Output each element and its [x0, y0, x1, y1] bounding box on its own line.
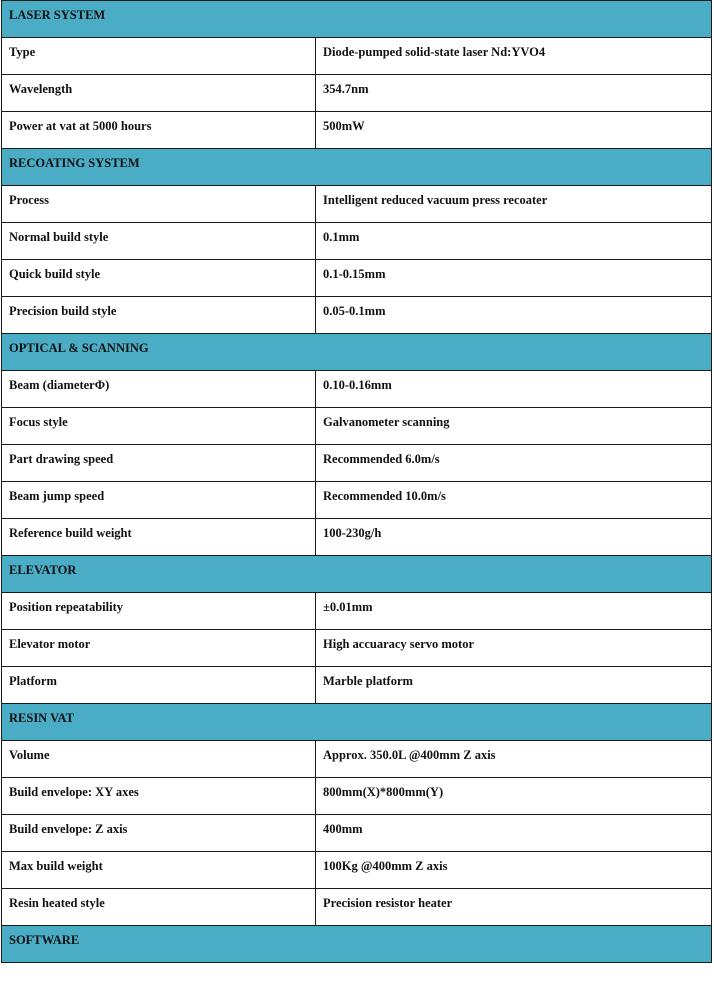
spec-value: ±0.01mm	[316, 593, 712, 630]
spec-row	[2, 38, 712, 75]
section-title: OPTICAL & SCANNING	[2, 334, 712, 371]
spec-label: Resin heated style	[2, 889, 316, 926]
specifications-table	[1, 0, 712, 963]
spec-value: 100Kg @400mm Z axis	[316, 852, 712, 889]
spec-row	[2, 741, 712, 778]
spec-value: Marble platform	[316, 667, 712, 704]
spec-row	[2, 815, 712, 852]
spec-row	[2, 297, 712, 334]
spec-label: Process	[2, 186, 316, 223]
spec-value: 0.10-0.16mm	[316, 371, 712, 408]
section-header-software	[2, 926, 712, 963]
spec-row	[2, 260, 712, 297]
spec-value: Diode-pumped solid-state laser Nd:YVO4	[316, 38, 712, 75]
spec-value: 354.7nm	[316, 75, 712, 112]
spec-label: Focus style	[2, 408, 316, 445]
spec-value: 400mm	[316, 815, 712, 852]
spec-row	[2, 889, 712, 926]
spec-row	[2, 482, 712, 519]
spec-label: Volume	[2, 741, 316, 778]
spec-label: Elevator motor	[2, 630, 316, 667]
spec-value: Precision resistor heater	[316, 889, 712, 926]
section-header-optical-scanning	[2, 334, 712, 371]
spec-label: Normal build style	[2, 223, 316, 260]
spec-row	[2, 667, 712, 704]
spec-value: 0.1mm	[316, 223, 712, 260]
spec-label: Reference build weight	[2, 519, 316, 556]
spec-row	[2, 371, 712, 408]
spec-value: Galvanometer scanning	[316, 408, 712, 445]
spec-label: Part drawing speed	[2, 445, 316, 482]
spec-value: Recommended 6.0m/s	[316, 445, 712, 482]
spec-label: Build envelope: Z axis	[2, 815, 316, 852]
spec-row	[2, 852, 712, 889]
section-title: LASER SYSTEM	[2, 1, 712, 38]
spec-row	[2, 112, 712, 149]
spec-label: Wavelength	[2, 75, 316, 112]
spec-row	[2, 519, 712, 556]
spec-row	[2, 75, 712, 112]
spec-label: Quick build style	[2, 260, 316, 297]
spec-row	[2, 630, 712, 667]
spec-label: Platform	[2, 667, 316, 704]
section-header-laser-system	[2, 1, 712, 38]
spec-value: High accuaracy servo motor	[316, 630, 712, 667]
spec-value: Approx. 350.0L @400mm Z axis	[316, 741, 712, 778]
spec-row	[2, 778, 712, 815]
spec-value: 500mW	[316, 112, 712, 149]
spec-value: 800mm(X)*800mm(Y)	[316, 778, 712, 815]
section-title: ELEVATOR	[2, 556, 712, 593]
spec-label: Beam jump speed	[2, 482, 316, 519]
spec-label: Type	[2, 38, 316, 75]
section-title: RESIN VAT	[2, 704, 712, 741]
section-header-recoating-system	[2, 149, 712, 186]
spec-value: 100-230g/h	[316, 519, 712, 556]
spec-row	[2, 408, 712, 445]
spec-row	[2, 593, 712, 630]
section-header-elevator	[2, 556, 712, 593]
spec-label: Precision build style	[2, 297, 316, 334]
spec-row	[2, 186, 712, 223]
spec-label: Position repeatability	[2, 593, 316, 630]
spec-label: Beam (diameterΦ)	[2, 371, 316, 408]
spec-label: Build envelope: XY axes	[2, 778, 316, 815]
spec-value: Intelligent reduced vacuum press recoater	[316, 186, 712, 223]
spec-value: Recommended 10.0m/s	[316, 482, 712, 519]
spec-value: 0.1-0.15mm	[316, 260, 712, 297]
spec-row	[2, 223, 712, 260]
section-title: RECOATING SYSTEM	[2, 149, 712, 186]
specifications-table-body	[2, 1, 712, 963]
section-header-resin-vat	[2, 704, 712, 741]
spec-value: 0.05-0.1mm	[316, 297, 712, 334]
section-title: SOFTWARE	[2, 926, 712, 963]
spec-label: Power at vat at 5000 hours	[2, 112, 316, 149]
spec-row	[2, 445, 712, 482]
spec-label: Max build weight	[2, 852, 316, 889]
